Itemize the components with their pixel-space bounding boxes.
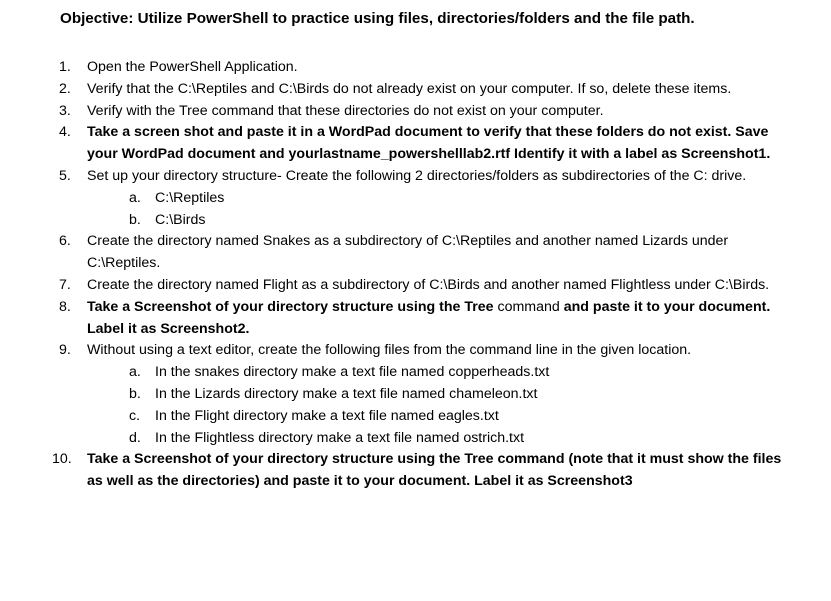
step-text: Create the directory named Flight as a subdirectory of C:\Birds and another named Flightless under C:\Birds. bbox=[87, 276, 770, 293]
instruction-list bbox=[0, 57, 831, 493]
step-text: Verify with the Tree command that these directories do not exist on your computer. bbox=[87, 102, 604, 119]
step-text: Set up your directory structure- Create the following 2 directories/folders as subdirectories of the C: drive. bbox=[87, 167, 747, 184]
step-number: 4. bbox=[59, 124, 71, 141]
step-5 bbox=[0, 166, 831, 188]
substep-letter: d. bbox=[129, 429, 141, 446]
substep-letter: b. bbox=[129, 385, 141, 402]
substep-text: In the snakes directory make a text file named copperheads.txt bbox=[155, 364, 550, 381]
step-number: 6. bbox=[59, 233, 71, 250]
step-text: Take a screen shot and paste it in a WordPad document to verify that these folders do not exist. Save your WordPad document and yourlastname_powershelllab2.rtf Identify it with a label as Screenshot1. bbox=[87, 124, 771, 163]
step-8 bbox=[0, 297, 831, 341]
step-text-plain-part: command bbox=[493, 298, 564, 315]
step-text: Open the PowerShell Application. bbox=[87, 59, 298, 75]
substep-letter: c. bbox=[129, 407, 141, 424]
substep-9b bbox=[0, 384, 831, 406]
step-text-bold-part: and paste it to your document. Label it as Screenshot2. bbox=[87, 298, 771, 337]
substep-text: In the Flightless directory make a text file named ostrich.txt bbox=[155, 429, 525, 446]
substep-letter: b. bbox=[129, 211, 141, 228]
step-text: Create the directory named Snakes as a subdirectory of C:\Reptiles and another named Lizards under C:\Reptiles. bbox=[87, 233, 729, 272]
step-text: Verify that the C:\Reptiles and C:\Birds do not already exist on your computer. If so, delete these items. bbox=[87, 80, 732, 97]
step-4 bbox=[0, 122, 831, 166]
substep-text: C:\Reptiles bbox=[155, 189, 225, 206]
step-text: Without using a text editor, create the following files from the command line in the given location. bbox=[87, 342, 692, 359]
step-1 bbox=[0, 57, 831, 79]
substep-letter: a. bbox=[129, 364, 141, 381]
substep-5b bbox=[0, 210, 831, 232]
step-9 bbox=[0, 340, 831, 362]
step-text-bold-part: Take a Screenshot of your directory structure using the Tree bbox=[87, 298, 494, 315]
step-number: 1. bbox=[59, 59, 71, 75]
step-number: 3. bbox=[59, 102, 71, 119]
substep-letter: a. bbox=[129, 189, 141, 206]
substep-9d bbox=[0, 428, 831, 450]
substep-9a bbox=[0, 362, 831, 384]
substep-5a bbox=[0, 188, 831, 210]
step-number: 2. bbox=[59, 80, 71, 97]
objective-heading: Objective: Utilize PowerShell to practice using files, directories/folders and the file path. bbox=[60, 10, 695, 27]
step-6 bbox=[0, 231, 831, 275]
step-2 bbox=[0, 79, 831, 101]
substep-text: In the Flight directory make a text file named eagles.txt bbox=[155, 407, 499, 424]
step-3 bbox=[0, 101, 831, 123]
step-number: 9. bbox=[59, 342, 71, 359]
substep-9c bbox=[0, 406, 831, 428]
step-number: 8. bbox=[59, 298, 71, 315]
step-number: 7. bbox=[59, 276, 71, 293]
substep-text: C:\Birds bbox=[155, 211, 206, 228]
step-number: 5. bbox=[59, 167, 71, 184]
step-7 bbox=[0, 275, 831, 297]
substep-text: In the Lizards directory make a text file named chameleon.txt bbox=[155, 385, 538, 402]
step-text: Take a Screenshot of your directory structure using the Tree command (note that it must show the files as well as the directories) and paste it to your document. Label it as Screenshot3 bbox=[87, 451, 782, 490]
step-number: 10. bbox=[52, 451, 72, 468]
step-10 bbox=[0, 449, 831, 493]
